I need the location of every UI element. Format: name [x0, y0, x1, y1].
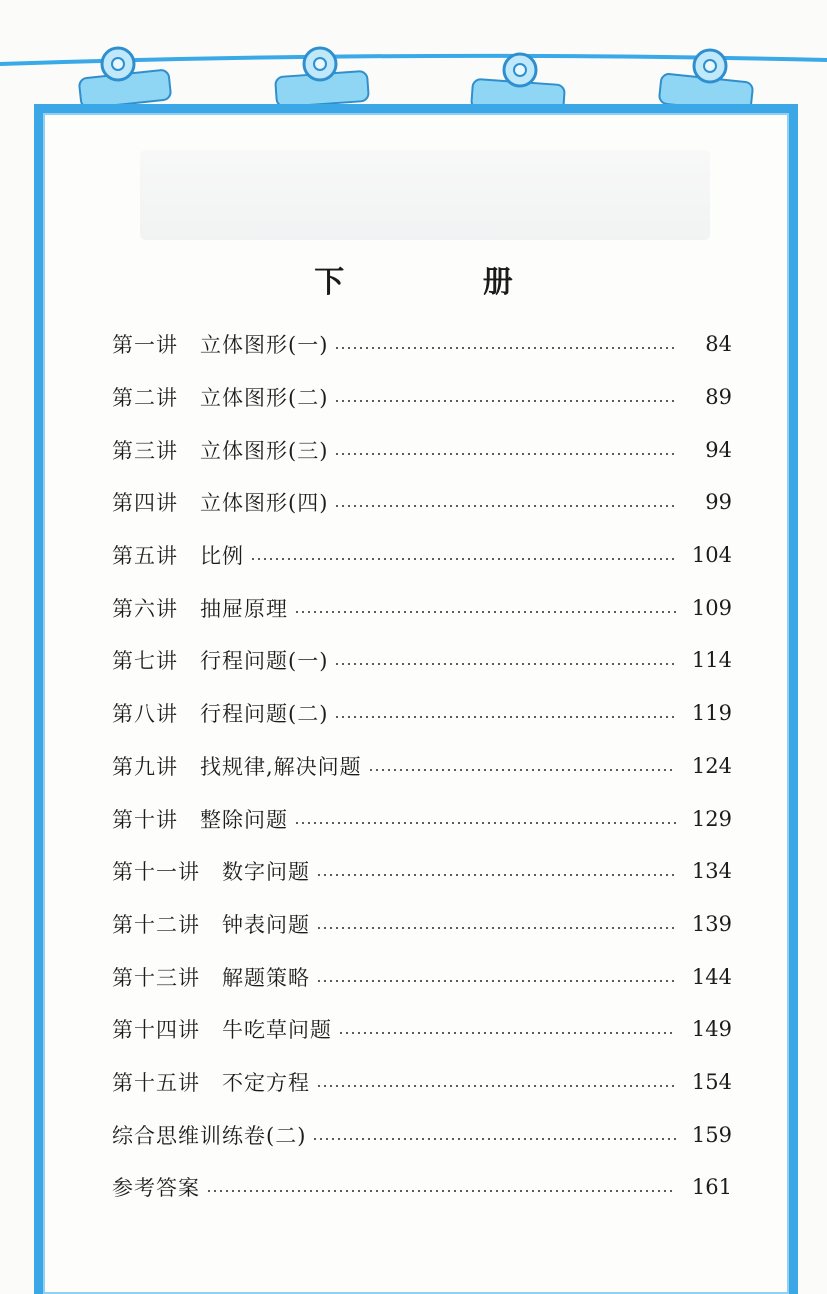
toc-entry-title: 第八讲 行程问题(二) [112, 702, 329, 727]
toc-entry-page-number: 119 [691, 701, 732, 726]
toc-leader-dots [334, 347, 676, 349]
bleed-through-shadow [140, 150, 710, 240]
toc-entry-title: 第四讲 立体图形(四) [112, 491, 329, 516]
toc-leader-dots [316, 874, 676, 876]
toc-leader-dots [334, 400, 676, 402]
toc-entry-title: 第二讲 立体图形(二) [112, 386, 329, 411]
toc-entry-page-number: 109 [691, 595, 732, 620]
toc-entry-title: 第十三讲 解题策略 [112, 965, 310, 990]
toc-entry-title: 第六讲 抽屉原理 [112, 596, 288, 621]
toc-entry-page-number: 134 [691, 859, 732, 884]
toc-entry[interactable] [112, 318, 732, 371]
toc-leader-dots [250, 558, 676, 560]
page-title: 下 册 [314, 265, 577, 300]
toc-entry-title: 第十一讲 数字问题 [112, 860, 310, 885]
toc-entry[interactable] [112, 792, 732, 845]
toc-entry-page-number: 114 [691, 648, 732, 673]
toc-entry[interactable] [112, 845, 732, 898]
toc-entry-page-number: 144 [691, 964, 732, 989]
toc-entry-page-number: 139 [691, 911, 732, 936]
toc-leader-dots [334, 453, 676, 455]
toc-entry[interactable] [112, 1003, 732, 1056]
toc-entry[interactable] [112, 1161, 732, 1214]
toc-entry-title: 第一讲 立体图形(一) [112, 333, 329, 358]
toc-leader-dots [334, 505, 676, 507]
toc-leader-dots [206, 1190, 676, 1192]
toc-entry[interactable] [112, 950, 732, 1003]
toc-entry-page-number: 84 [705, 332, 732, 357]
toc-entry[interactable] [112, 898, 732, 951]
toc-entry[interactable] [112, 581, 732, 634]
toc-entry-page-number: 149 [691, 1017, 732, 1042]
toc-entry[interactable] [112, 687, 732, 740]
toc-leader-dots [312, 1138, 676, 1140]
toc-entry-title: 第三讲 立体图形(三) [112, 438, 329, 463]
toc-entry-page-number: 104 [691, 543, 732, 568]
toc-entry-title: 第九讲 找规律,解决问题 [112, 754, 362, 779]
toc-entry-title: 第七讲 行程问题(一) [112, 649, 329, 674]
toc-entry-page-number: 161 [691, 1175, 732, 1200]
toc-entry-title: 参考答案 [112, 1176, 200, 1201]
toc-entry-title: 第十四讲 牛吃草问题 [112, 1018, 332, 1043]
toc-entry[interactable] [112, 529, 732, 582]
toc-leader-dots [334, 663, 676, 665]
binder-clip-icon [79, 48, 172, 109]
table-of-contents [112, 318, 732, 1214]
toc-entry-title: 第十五讲 不定方程 [112, 1070, 310, 1095]
toc-entry[interactable] [112, 740, 732, 793]
toc-entry[interactable] [112, 634, 732, 687]
toc-entry[interactable] [112, 371, 732, 424]
toc-leader-dots [294, 822, 676, 824]
toc-entry[interactable] [112, 1108, 732, 1161]
toc-leader-dots [334, 716, 676, 718]
toc-leader-dots [316, 1085, 676, 1087]
toc-leader-dots [368, 769, 676, 771]
toc-entry[interactable] [112, 476, 732, 529]
toc-entry-title: 第五讲 比例 [112, 544, 244, 569]
toc-leader-dots [316, 980, 676, 982]
toc-entry[interactable] [112, 1056, 732, 1109]
toc-entry-title: 第十二讲 钟表问题 [112, 912, 310, 937]
toc-entry-page-number: 124 [691, 753, 732, 778]
toc-entry-page-number: 159 [691, 1122, 732, 1147]
toc-leader-dots [294, 611, 676, 613]
toc-entry-title: 综合思维训练卷(二) [112, 1123, 307, 1148]
toc-entry-page-number: 89 [705, 385, 732, 410]
toc-entry-page-number: 154 [691, 1069, 732, 1094]
toc-leader-dots [316, 927, 676, 929]
toc-entry-page-number: 94 [705, 437, 732, 462]
toc-entry-page-number: 129 [691, 806, 732, 831]
toc-leader-dots [338, 1032, 676, 1034]
toc-entry-page-number: 99 [705, 490, 732, 515]
toc-entry-title: 第十讲 整除问题 [112, 807, 288, 832]
toc-entry[interactable] [112, 423, 732, 476]
